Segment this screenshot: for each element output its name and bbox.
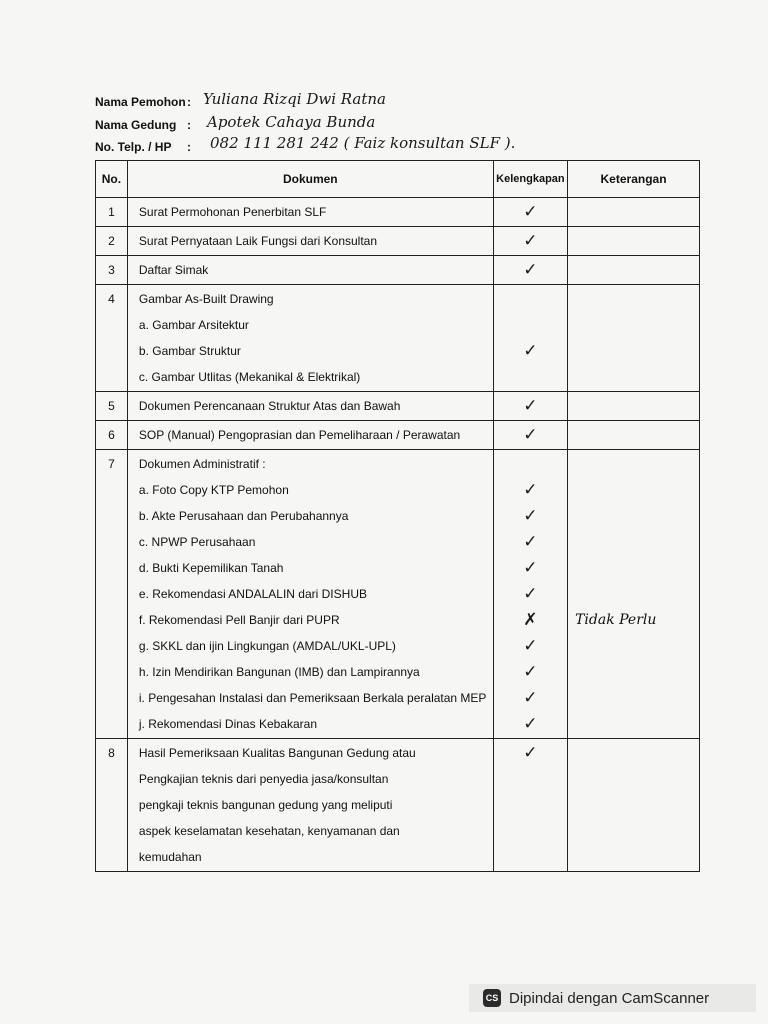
- note-text: [569, 529, 698, 555]
- document-line: SOP (Manual) Pengoprasian dan Pemeliharaan / Perawatan: [138, 428, 461, 442]
- document-line: aspek keselamatan kesehatan, kenyamanan dan: [138, 824, 400, 838]
- check-mark-icon: ✓: [523, 425, 538, 445]
- note-text: [569, 393, 698, 419]
- row-number-cell: [96, 256, 128, 285]
- note-text: [569, 766, 698, 792]
- document-line: a. Foto Copy KTP Pemohon: [138, 483, 289, 497]
- row-number-cell: [96, 285, 128, 392]
- note-text: [569, 711, 698, 737]
- check-mark-icon: ✓: [523, 260, 538, 280]
- check-mark-icon: ✓: [523, 396, 538, 416]
- document-checklist-table: [95, 160, 700, 872]
- document-cell: [127, 198, 493, 227]
- note-text: [569, 844, 698, 870]
- notes-cell: [568, 392, 700, 421]
- row-number-cell: [96, 227, 128, 256]
- table-row: [96, 285, 700, 392]
- check-mark-icon: ✓: [523, 558, 538, 578]
- document-line: d. Bukti Kepemilikan Tanah: [138, 561, 284, 575]
- table-row: [96, 198, 700, 227]
- document-line: Surat Permohonan Penerbitan SLF: [138, 205, 327, 219]
- completeness-cell: [493, 739, 567, 872]
- row-number-cell: [96, 198, 128, 227]
- document-line: c. Gambar Utlitas (Mekanikal & Elektrikal): [138, 370, 361, 384]
- document-line: h. Izin Mendirikan Bangunan (IMB) dan Lampirannya: [138, 665, 420, 679]
- table-row: [96, 739, 700, 872]
- note-text: [569, 338, 698, 364]
- row-number-cell: [96, 450, 128, 739]
- check-mark-icon: [495, 286, 566, 312]
- check-mark-icon: [495, 312, 566, 338]
- applicant-value: Yuliana Rizqi Dwi Ratna: [203, 90, 386, 108]
- header-no: No.: [96, 161, 128, 198]
- row-number: 4: [108, 292, 115, 306]
- note-text: [569, 685, 698, 711]
- completeness-cell: [493, 285, 567, 392]
- document-cell: [127, 450, 493, 739]
- check-mark-icon: [495, 766, 566, 792]
- check-mark-icon: ✓: [523, 202, 538, 222]
- note-text: [569, 633, 698, 659]
- notes-cell: [568, 285, 700, 392]
- note-text: [569, 364, 698, 390]
- document-line: c. NPWP Perusahaan: [138, 535, 256, 549]
- building-row: Nama Gedung :: [95, 118, 191, 132]
- building-value: Apotek Cahaya Bunda: [207, 113, 376, 131]
- phone-row: No. Telp. / HP :: [95, 140, 191, 154]
- document-cell: [127, 421, 493, 450]
- note-text: [569, 199, 698, 225]
- row-number: 6: [108, 428, 115, 442]
- header-dokumen: Dokumen: [127, 161, 493, 198]
- row-number: 5: [108, 399, 115, 413]
- document-line: b. Akte Perusahaan dan Perubahannya: [138, 509, 349, 523]
- note-text: [569, 581, 698, 607]
- notes-cell: [568, 450, 700, 739]
- document-line: Daftar Simak: [138, 263, 209, 277]
- document-line: pengkaji teknis bangunan gedung yang meliputi: [138, 798, 393, 812]
- row-number-cell: [96, 421, 128, 450]
- completeness-cell: [493, 450, 567, 739]
- row-number: 3: [108, 263, 115, 277]
- note-text: [569, 312, 698, 338]
- document-cell: [127, 739, 493, 872]
- notes-cell: [568, 421, 700, 450]
- document-line: Dokumen Perencanaan Struktur Atas dan Bawah: [138, 399, 401, 413]
- row-number: 8: [108, 746, 115, 760]
- check-mark-icon: [495, 844, 566, 870]
- document-line: Surat Pernyataan Laik Fungsi dari Konsultan: [138, 234, 378, 248]
- document-line: a. Gambar Arsitektur: [138, 318, 249, 332]
- check-mark-icon: ✓: [523, 341, 538, 361]
- document-line: kemudahan: [138, 850, 202, 864]
- document-line: Gambar As-Built Drawing: [138, 292, 274, 306]
- row-number-cell: [96, 392, 128, 421]
- row-number-cell: [96, 739, 128, 872]
- check-mark-icon: [495, 818, 566, 844]
- document-cell: [127, 227, 493, 256]
- check-mark-icon: ✓: [523, 743, 538, 763]
- note-text: [569, 477, 698, 503]
- row-number: 1: [108, 205, 115, 219]
- row-number: 7: [108, 457, 115, 471]
- check-mark-icon: ✓: [523, 231, 538, 251]
- phone-value: 082 111 281 242 ( Faiz konsultan SLF ).: [210, 134, 516, 152]
- camscanner-watermark: [469, 984, 756, 1012]
- header-keterangan: Keterangan: [568, 161, 700, 198]
- phone-label: No. Telp. / HP: [95, 140, 172, 154]
- document-line: Pengkajian teknis dari penyedia jasa/konsultan: [138, 772, 389, 786]
- applicant-row: Nama Pemohon:: [95, 95, 191, 109]
- check-mark-icon: ✓: [523, 532, 538, 552]
- notes-cell: [568, 198, 700, 227]
- check-mark-icon: ✓: [523, 714, 538, 734]
- table-row: [96, 392, 700, 421]
- document-line: e. Rekomendasi ANDALALIN dari DISHUB: [138, 587, 367, 601]
- completeness-cell: [493, 421, 567, 450]
- note-text: [569, 740, 698, 766]
- document-line: f. Rekomendasi Pell Banjir dari PUPR: [138, 613, 340, 627]
- watermark-text: Dipindai dengan CamScanner: [509, 989, 710, 1007]
- document-line: j. Rekomendasi Dinas Kebakaran: [138, 717, 317, 731]
- table-row: [96, 227, 700, 256]
- cross-mark-icon: ✗: [523, 610, 538, 630]
- table-row: [96, 450, 700, 739]
- completeness-cell: [493, 256, 567, 285]
- document-line: Dokumen Administratif :: [138, 457, 266, 471]
- note-text: [569, 659, 698, 685]
- completeness-cell: [493, 392, 567, 421]
- camscanner-icon: CS: [483, 989, 501, 1007]
- note-text: [569, 257, 698, 283]
- check-mark-icon: [495, 364, 566, 390]
- row-number: 2: [108, 234, 115, 248]
- check-mark-icon: ✓: [523, 688, 538, 708]
- document-cell: [127, 392, 493, 421]
- note-text: [569, 555, 698, 581]
- building-label: Nama Gedung: [95, 118, 177, 132]
- header-kelengkapan: Kelengkapan: [493, 161, 567, 198]
- note-text: Tidak Perlu: [575, 612, 657, 628]
- notes-cell: [568, 227, 700, 256]
- check-mark-icon: ✓: [523, 662, 538, 682]
- document-line: i. Pengesahan Instalasi dan Pemeriksaan Berkala peralatan MEP: [138, 691, 487, 705]
- check-mark-icon: ✓: [523, 506, 538, 526]
- note-text: [569, 451, 698, 477]
- check-mark-icon: ✓: [523, 480, 538, 500]
- completeness-cell: [493, 198, 567, 227]
- table-row: [96, 256, 700, 285]
- note-text: [569, 228, 698, 254]
- check-mark-icon: [495, 451, 566, 477]
- check-mark-icon: ✓: [523, 636, 538, 656]
- check-mark-icon: ✓: [523, 584, 538, 604]
- document-line: Hasil Pemeriksaan Kualitas Bangunan Gedung atau: [138, 746, 416, 760]
- note-text: [569, 792, 698, 818]
- notes-cell: [568, 256, 700, 285]
- applicant-label: Nama Pemohon: [95, 95, 186, 109]
- note-text: [569, 818, 698, 844]
- table-row: [96, 421, 700, 450]
- completeness-cell: [493, 227, 567, 256]
- notes-cell: [568, 739, 700, 872]
- note-text: [569, 503, 698, 529]
- document-cell: [127, 256, 493, 285]
- document-cell: [127, 285, 493, 392]
- note-text: [569, 422, 698, 448]
- check-mark-icon: [495, 792, 566, 818]
- document-line: b. Gambar Struktur: [138, 344, 241, 358]
- document-line: g. SKKL dan ijin Lingkungan (AMDAL/UKL-UPL): [138, 639, 396, 653]
- table-header-row: [96, 161, 700, 198]
- note-text: [569, 286, 698, 312]
